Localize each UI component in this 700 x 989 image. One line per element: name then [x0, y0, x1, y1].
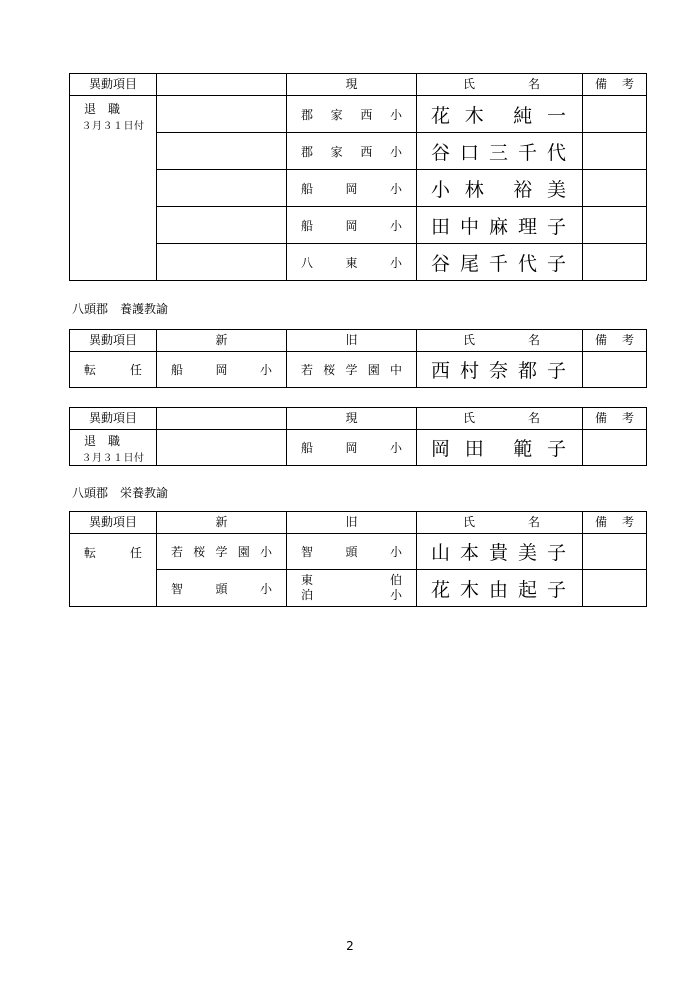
old-school-cell: 智 頭 小	[287, 534, 417, 570]
page-number: 2	[346, 939, 354, 953]
table-row	[70, 534, 647, 570]
name-cell: 花 木 純 一	[417, 96, 583, 133]
table-header-row	[70, 74, 647, 96]
category-cell: 退 職 ３月３１日付	[70, 96, 157, 281]
school-cell: 船 岡 小	[287, 170, 417, 207]
effective-date: ３月３１日付	[81, 121, 145, 132]
name-cell: 田 中 麻 理 子	[417, 207, 583, 244]
new-school-cell: 智 頭 小	[157, 570, 287, 607]
table-header-row: 異動項目 新 旧 氏 名 備 考	[70, 330, 647, 352]
table-row	[70, 170, 647, 207]
name-cell: 谷 口 三 千 代	[417, 133, 583, 170]
name-cell: 西 村 奈 都 子	[417, 352, 583, 388]
effective-date: ３月３１日付	[81, 452, 145, 464]
name-cell: 小 林 裕 美	[417, 170, 583, 207]
name-cell: 山 本 貴 美 子	[417, 534, 583, 570]
school-cell: 郡 家 西 小	[287, 96, 417, 133]
transfer-table-nurse	[69, 329, 647, 388]
school-cell: 郡 家 西 小	[287, 133, 417, 170]
table-header-row: 異動項目 新 旧 氏 名 備 考	[70, 512, 647, 534]
new-school-cell: 若 桜 学 園 小	[157, 534, 287, 570]
header-current: 現	[287, 74, 417, 96]
table-row	[70, 207, 647, 244]
header-name: 氏 名	[417, 74, 583, 96]
section-label-yogo: 八頭郡 養護教諭	[72, 302, 169, 316]
table-row	[70, 430, 647, 466]
transfer-table-nutrition	[69, 511, 647, 607]
school-cell: 船 岡 小	[287, 430, 417, 466]
table-row	[70, 570, 647, 607]
table-row	[70, 133, 647, 170]
category-cell: 退 職 ３月３１日付	[70, 430, 157, 466]
table-row	[70, 352, 647, 388]
retirement-table-2	[69, 407, 647, 466]
name-cell: 谷 尾 千 代 子	[417, 244, 583, 281]
category-cell: 転 任	[70, 534, 157, 607]
header-item: 異動項目	[70, 74, 157, 96]
table-row	[70, 244, 647, 281]
table-header-row: 異動項目 現 氏 名 備 考	[70, 408, 647, 430]
school-cell: 八 東 小	[287, 244, 417, 281]
header-blank	[157, 74, 287, 96]
category-cell: 転 任	[70, 352, 157, 388]
school-cell: 船 岡 小	[287, 207, 417, 244]
table-row	[70, 96, 647, 133]
old-school-cell: 東 伯 泊 小	[287, 570, 417, 607]
new-school-cell: 船 岡 小	[157, 352, 287, 388]
header-note: 備 考	[583, 74, 647, 96]
name-cell: 花 木 由 起 子	[417, 570, 583, 607]
name-cell: 岡 田 範 子	[417, 430, 583, 466]
old-school-cell: 若 桜 学 園 中	[287, 352, 417, 388]
retirement-table-1	[69, 73, 647, 281]
section-label-eiyo: 八頭郡 栄養教諭	[72, 486, 169, 500]
